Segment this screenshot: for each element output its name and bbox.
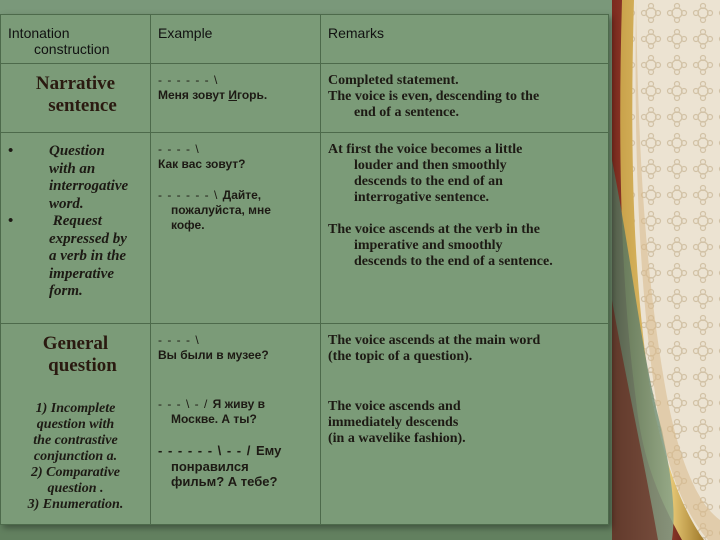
subtype-line: question with	[36, 417, 115, 432]
bullet-dot: •	[8, 213, 14, 229]
subtype-line: 3) Enumeration.	[27, 497, 124, 512]
cell-remarks-general	[321, 324, 609, 525]
bullet-line: form.	[49, 283, 83, 299]
general-question-subtypes	[1, 401, 150, 513]
example-text: Я живу в	[212, 397, 265, 411]
bullet-line: Question	[49, 143, 105, 159]
cell-remarks-narrative	[321, 64, 609, 133]
example-text: Дайте,	[222, 188, 262, 202]
remark-line: louder and then smoothly	[354, 158, 507, 173]
cell-example-question-request	[151, 133, 321, 324]
intonation-pattern: - - - - \	[158, 333, 200, 347]
example-text: понравился	[171, 459, 249, 474]
intonation-pattern: - - - - - - \	[158, 188, 223, 202]
table-row-general-question	[1, 324, 609, 525]
bullet-line: interrogative	[49, 178, 129, 194]
example-text-before: Меня зовут	[158, 88, 229, 102]
table-row-question-request	[1, 133, 609, 324]
remark-line: The voice ascends at the main word	[328, 333, 541, 348]
header-cell-construction	[1, 15, 151, 64]
construction-narrative-line1: Narrative	[35, 73, 116, 94]
remark-line: descends to the end of an	[354, 174, 503, 189]
intonation-table	[0, 14, 609, 525]
cell-construction-narrative	[1, 64, 151, 133]
example-text: Как вас зовут?	[158, 157, 246, 171]
example-text-after: горь.	[236, 88, 268, 102]
cell-example-general	[151, 324, 321, 525]
example-text: Москве. А ты?	[171, 412, 257, 426]
bullet-dot: •	[8, 143, 14, 159]
remark-line: immediately descends	[328, 415, 459, 430]
remark-line: descends to the end of a sentence.	[354, 254, 553, 269]
bullet-item	[8, 213, 146, 301]
remark-line: The voice ascends and	[328, 399, 461, 414]
intonation-pattern: - - - \ - /	[158, 397, 213, 411]
bullet-line: with an	[49, 160, 96, 177]
remark-line: (the topic of a question).	[328, 349, 473, 364]
header-cell-example	[151, 15, 321, 64]
table-header-row	[1, 15, 609, 64]
remark-line: end of a sentence.	[354, 105, 459, 120]
example-stressed-letter: И	[228, 88, 237, 102]
example-text: Ему	[255, 443, 282, 458]
remark-line: imperative and smoothly	[354, 238, 503, 253]
decorative-drape-graphic	[612, 0, 720, 540]
intonation-pattern: - - - - \	[158, 142, 200, 156]
subtype-line: question .	[47, 481, 104, 496]
construction-narrative-line2: sentence	[48, 95, 117, 116]
example-text: пожалуйста, мне	[171, 203, 271, 217]
table-row-narrative	[1, 64, 609, 133]
remark-line: At first the voice becomes a little	[328, 142, 523, 157]
remark-line: The voice is even, descending to the	[328, 89, 540, 104]
subtype-line: the contrastive	[33, 433, 118, 448]
header-construction-line2: construction	[34, 41, 110, 57]
cell-example-narrative	[151, 64, 321, 133]
header-construction-line1: Intonation	[8, 25, 70, 41]
example-text: кофе.	[171, 218, 205, 232]
header-remarks: Remarks	[328, 25, 385, 41]
subtype-line: conjunction a.	[33, 449, 118, 464]
bullet-line: word.	[49, 195, 84, 212]
example-text: фильм? А тебе?	[171, 474, 278, 489]
bullet-line: a verb in the	[49, 248, 127, 264]
remark-line: interrogative sentence.	[354, 190, 490, 205]
bullet-line: expressed by	[49, 230, 127, 247]
cell-remarks-question-request	[321, 133, 609, 324]
header-example: Example	[158, 25, 213, 41]
header-cell-remarks	[321, 15, 609, 64]
intonation-pattern: - - - - - - \ - - /	[158, 443, 256, 458]
remark-line: The voice ascends at the verb in the	[328, 222, 540, 237]
construction-general-line2: question	[48, 355, 117, 376]
bullet-item	[8, 143, 146, 213]
cell-construction-question-request	[1, 133, 151, 324]
bullet-line: Request	[49, 213, 102, 229]
remark-line: Completed statement.	[328, 73, 459, 88]
subtype-line: 2) Comparative	[30, 465, 121, 480]
subtype-line: 1) Incomplete	[35, 401, 116, 416]
cell-construction-general	[1, 324, 151, 525]
example-text: Вы были в музее?	[158, 348, 269, 362]
construction-general-line1: General	[42, 333, 109, 354]
remark-line: (in a wavelike fashion).	[328, 431, 466, 446]
intonation-pattern: - - - - - - \	[158, 73, 219, 87]
bullet-line: imperative	[49, 265, 114, 282]
